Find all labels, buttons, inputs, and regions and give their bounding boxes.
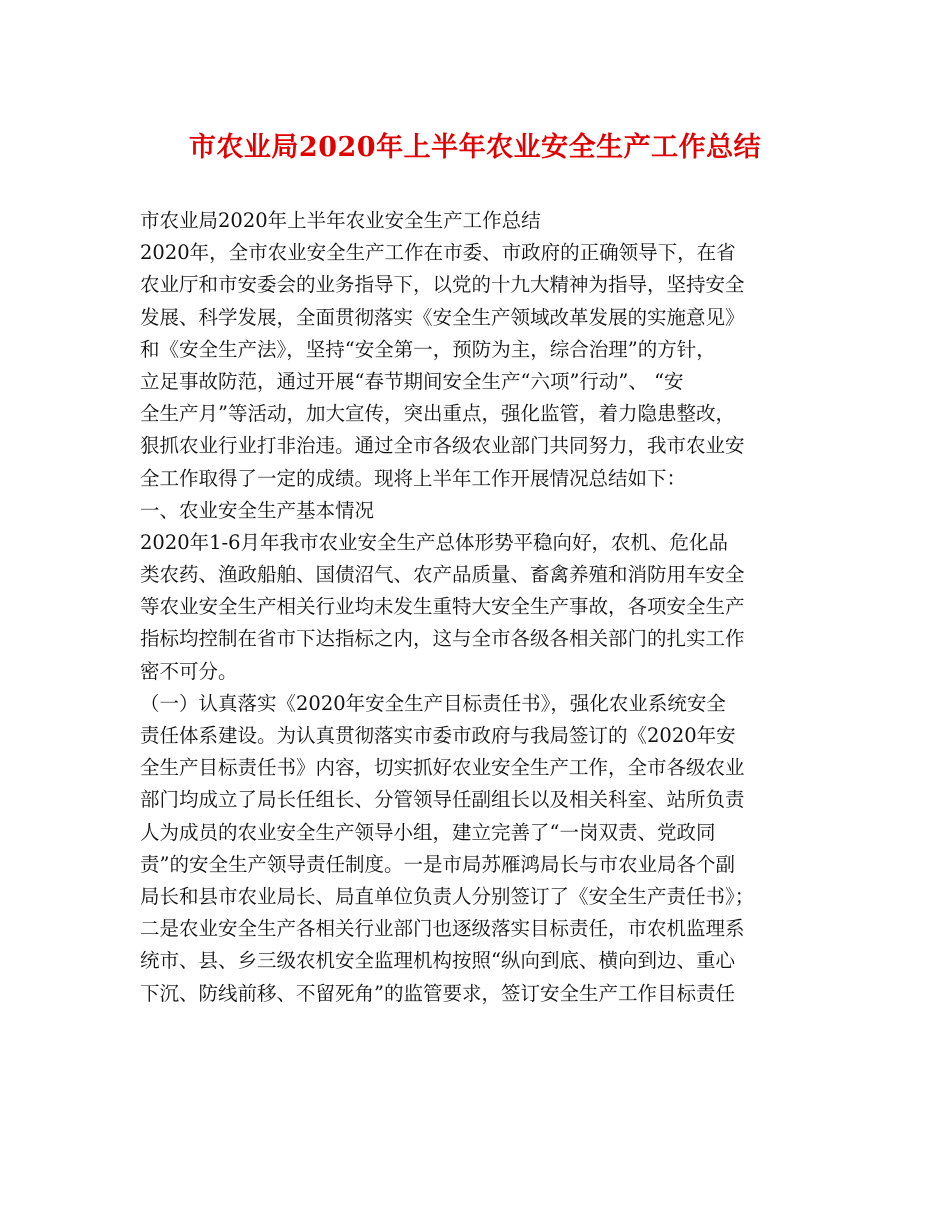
document-title: 市农业局2020年上半年农业安全生产工作总结 bbox=[188, 132, 762, 163]
body-line: 统市、县、乡三级农机安全监理机构按照“纵向到底、横向到边、重心 bbox=[140, 949, 735, 973]
body-line: 人为成员的农业安全生产领导小组，建立完善了“一岗双责、党政同 bbox=[140, 820, 716, 844]
body-line: 一、农业安全生产基本情况 bbox=[140, 498, 375, 522]
body-line: 二是农业安全生产各相关行业部门也逐级落实目标责任，市农机监理系 bbox=[140, 917, 745, 941]
body-line: 发展、科学发展，全面贯彻落实《安全生产领域改革发展的实施意见》 bbox=[140, 305, 745, 329]
body-line: 类农药、渔政船舶、国债沼气、农产品质量、畜禽养殖和消防用车安全 bbox=[140, 563, 745, 587]
body-line: 全生产月”等活动，加大宣传，突出重点，强化监管，着力隐患整改， bbox=[140, 402, 735, 426]
body-line: 农业厅和市安委会的业务指导下，以党的十九大精神为指导，坚持安全 bbox=[140, 273, 745, 297]
body-line: 责”的安全生产领导责任制度。一是市局苏雁鸿局长与市农业局各个副 bbox=[140, 852, 735, 876]
body-line: 指标均控制在省市下达指标之内，这与全市各级各相关部门的扎实工作 bbox=[140, 627, 745, 651]
body-line: 2020年1-6月年我市农业安全生产总体形势平稳向好，农机、危化品 bbox=[140, 530, 729, 554]
body-line: 局长和县市农业局长、局直单位负责人分别签订了《安全生产责任书》； bbox=[140, 884, 755, 908]
body-line: 市农业局2020年上半年农业安全生产工作总结 bbox=[140, 209, 541, 232]
body-line: 全生产目标责任书》内容，切实抓好农业安全生产工作，全市各级农业 bbox=[140, 756, 745, 780]
body-line: 狠抓农业行业打非治违。通过全市各级农业部门共同努力，我市农业安 bbox=[140, 434, 745, 458]
body-line: 责任体系建设。为认真贯彻落实市委市政府与我局签订的《2020年安 bbox=[140, 724, 736, 747]
document-body bbox=[140, 205, 820, 1010]
body-line: 密不可分。 bbox=[140, 659, 238, 683]
body-line: 下沉、防线前移、不留死角”的监管要求，签订安全生产工作目标责任 bbox=[140, 981, 735, 1005]
body-line: 等农业安全生产相关行业均未发生重特大安全生产事故，各项安全生产 bbox=[140, 595, 745, 619]
body-line: （一）认真落实《2020年安全生产目标责任书》，强化农业系统安全 bbox=[140, 691, 726, 715]
body-line: 立足事故防范，通过开展“春节期间安全生产“六项”行动”、 “安 bbox=[140, 369, 684, 393]
body-line: 2020年，全市农业安全生产工作在市委、市政府的正确领导下，在省 bbox=[140, 241, 736, 265]
body-line: 和《安全生产法》，坚持“安全第一，预防为主，综合治理”的方针， bbox=[140, 337, 716, 361]
body-line: 全工作取得了一定的成绩。现将上半年工作开展情况总结如下： bbox=[140, 466, 687, 490]
body-line: 部门均成立了局长任组长、分管领导任副组长以及相关科室、站所负责 bbox=[140, 788, 745, 812]
